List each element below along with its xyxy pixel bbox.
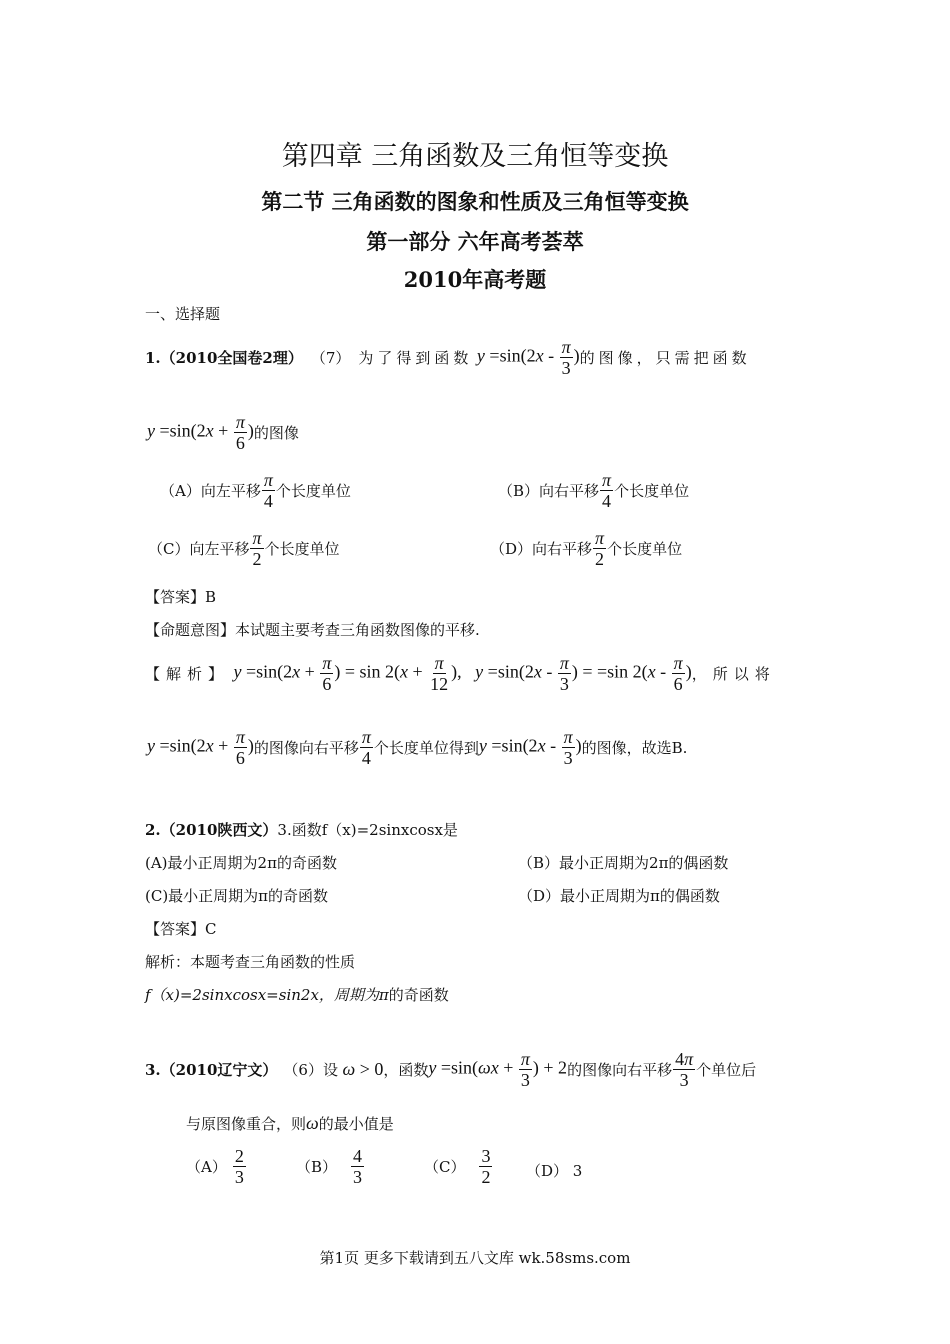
q2-answer: 【答案】C: [145, 920, 217, 938]
q2-label: 2.（2010陕西文）: [145, 821, 278, 839]
q1-option-b-unit: 个长度单位: [614, 482, 690, 500]
q2-option-d: （D）最小正周期为π的偶函数: [518, 887, 720, 905]
q1-target-formula: y =sin(2x - $\frac{\pi}{3}$ ): [476, 337, 580, 378]
q2-option-c: (C)最小正周期为π的奇函数: [145, 887, 329, 905]
q1-option-a-text: （A）向左平移: [160, 482, 261, 500]
q1-source: [147, 413, 299, 452]
q1-num: （7）: [310, 349, 351, 367]
q3-shift: $\frac{4\pi}{3}$: [675, 1049, 694, 1090]
q3-label: 3.（2010辽宁文）: [145, 1061, 278, 1079]
q2-func: f（x)=2sinxcosx: [321, 821, 443, 839]
q1-line2-a: 的图像向右平移: [253, 739, 359, 757]
q1-line2-b: 个长度单位得到: [373, 739, 479, 757]
q3-text-d: 个单位后: [696, 1061, 757, 1079]
q3-option-b-text: （B）: [296, 1158, 338, 1176]
q1-option-c-text: （C）向左平移: [148, 540, 250, 558]
q2-option-b: （B）最小正周期为2π的偶函数: [518, 854, 729, 872]
q1-analysis-formula-1: y =sin(2x + $\frac{\pi}{6}$ ) = sin 2(x + $\frac{\pi}{12}$ ): [233, 653, 458, 694]
part-title: 第一部分 六年高考荟萃: [366, 229, 584, 254]
q2-analysis: 解析：本题考查三角函数的性质: [145, 953, 356, 971]
q2-analysis-formula: f（x)=2sinxcosx=sin2x，周期为π: [145, 986, 389, 1004]
q3-text-a: （6）设: [283, 1061, 338, 1079]
q1-option-d: （D）向右平移 $\frac{\pi}{2}$ 个长度单位: [490, 528, 683, 569]
q3-stem: [145, 1050, 756, 1089]
q3-text-b: ，函数: [383, 1061, 429, 1079]
page-footer: 第1页 更多下载请到五八文库 wk.58sms.com: [319, 1249, 631, 1267]
q2-analysis-end: 的奇函数: [388, 986, 449, 1004]
q1-line2-c: 的图像，故选B.: [581, 739, 688, 757]
q1-analysis-label: 【解析】: [145, 665, 230, 683]
q1-option-b: （B）向右平移 $\frac{\pi}{4}$ 个长度单位: [498, 470, 690, 511]
q1-text-c: 的图像: [253, 424, 299, 442]
q2-is: 是: [442, 821, 458, 839]
q1-option-d-text: （D）向右平移: [490, 540, 593, 558]
q1-analysis-line2: y =sin(2x + $\frac{\pi}{6}$ ) 的图像向右平移 $\frac{\pi}{4}$ 个长度单位得到 y =sin(2x - $\frac{\pi}{3}$ ) 的图像，故选B.: [147, 727, 688, 768]
q3-option-b: （B） $\frac{4}{3}$: [296, 1146, 363, 1187]
q1-option-a-unit: 个长度单位: [275, 482, 351, 500]
q3-stem-2: [186, 1113, 394, 1134]
q1-source-formula: y =sin(2x + $\frac{\pi}{6}$ ): [147, 412, 254, 453]
q1-so: ，所以将: [691, 665, 776, 683]
q3-omega-condition: ω > 0: [342, 1059, 384, 1079]
q1-analysis-formula-3: y =sin(2x + $\frac{\pi}{6}$ ): [147, 727, 254, 768]
q3-text-f: 的最小值是: [318, 1115, 394, 1133]
q3-text-e: 与原图像重合，则: [186, 1115, 307, 1133]
q1-analysis-line1: [145, 654, 776, 693]
q1-intent: 【命题意图】本试题主要考查三角函数图像的平移.: [145, 621, 480, 639]
q1-stem: [145, 338, 751, 377]
q1-option-c-unit: 个长度单位: [264, 540, 340, 558]
q1-option-b-text: （B）向右平移: [498, 482, 600, 500]
year-title: 2010年高考题: [403, 267, 547, 292]
q3-function: y =sin(ωx + $\frac{\pi}{3}$ ) + 2: [428, 1049, 568, 1090]
chapter-title: 第四章 三角函数及三角恒等变换: [281, 141, 669, 172]
q1-text-a: 为了得到函数: [358, 349, 473, 367]
q3-option-a: （A） $\frac{2}{3}$: [186, 1146, 244, 1187]
q1-option-d-unit: 个长度单位: [607, 540, 683, 558]
category-label: 一、选择题: [145, 305, 221, 323]
section-title: 第二节 三角函数的图象和性质及三角恒等变换: [261, 189, 689, 214]
q3-text-c: 的图像向右平移: [567, 1061, 673, 1079]
q1-analysis-formula-4: y =sin(2x - $\frac{\pi}{3}$ ): [478, 727, 582, 768]
q3-option-d-text: （D） 3: [526, 1162, 583, 1180]
q3-option-a-text: （A）: [186, 1158, 227, 1176]
q2-analysis-line: [145, 984, 449, 1005]
q2-text: 3.函数: [277, 821, 322, 839]
q1-answer: 【答案】B: [145, 588, 217, 606]
q3-option-c: （C） $\frac{3}{2}$: [424, 1146, 491, 1187]
q3-omega: ω: [306, 1113, 319, 1133]
q1-text-b: 的图像，只需把函数: [579, 349, 751, 367]
q2-stem: [145, 819, 458, 840]
q1-option-c: （C）向左平移 $\frac{\pi}{2}$ 个长度单位: [148, 528, 340, 569]
q3-option-c-text: （C）: [424, 1158, 466, 1176]
q2-option-a: (A)最小正周期为2π的奇函数: [145, 854, 337, 872]
q3-option-d: [526, 1160, 582, 1181]
q1-label: 1.（2010全国卷2理）: [145, 349, 303, 367]
q1-option-a: （A）向左平移 $\frac{\pi}{4}$ 个长度单位: [160, 470, 351, 511]
q1-analysis-formula-2: , y =sin(2x - $\frac{\pi}{3}$ ) = =sin 2(x - $\frac{\pi}{6}$ ): [457, 653, 692, 694]
